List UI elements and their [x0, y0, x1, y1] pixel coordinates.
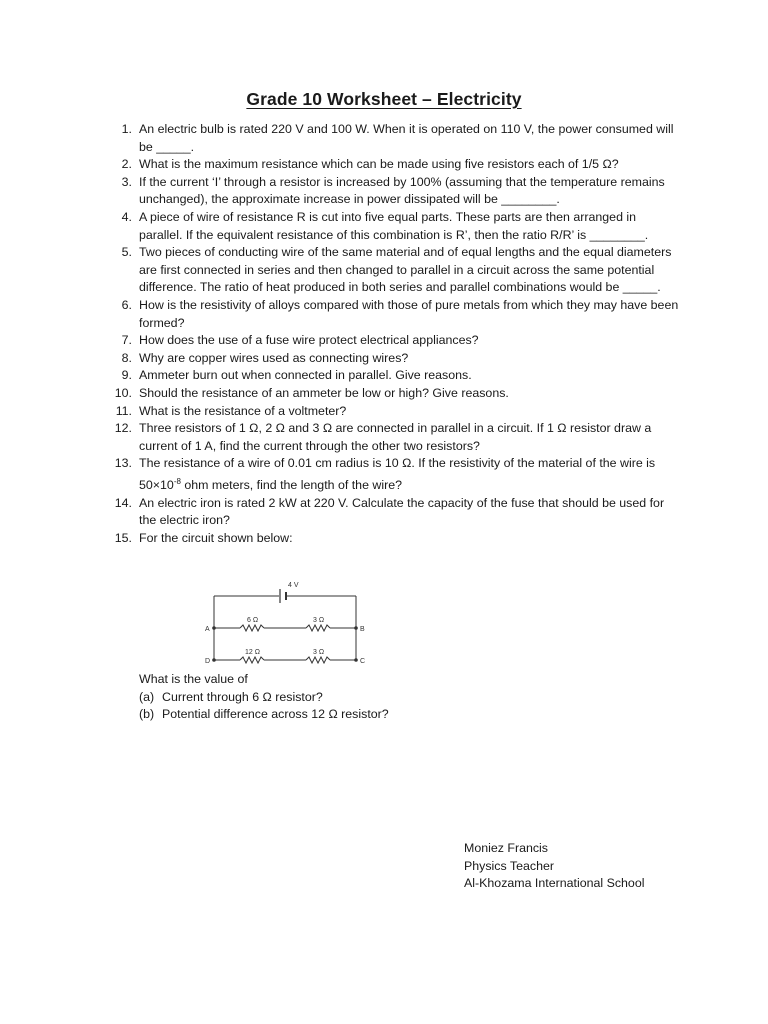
question-9 — [110, 367, 680, 385]
question-text: Should the resistance of an ammeter be low or high? Give reasons. — [139, 385, 509, 400]
question-number: 12. — [114, 421, 132, 436]
question-10 — [110, 385, 680, 403]
resistor-3-ohm-bottom — [306, 657, 330, 663]
question-number: 13. — [114, 456, 132, 471]
node-d-label: D — [205, 658, 211, 665]
question-15 — [110, 530, 680, 548]
page-title: Grade 10 Worksheet – Electricity — [246, 89, 522, 109]
question-text: An electric bulb is rated 220 V and 100 W. When it is operated on 110 V, the power consumed will be _____. — [139, 122, 674, 154]
question-text: If the current ‘I’ through a resistor is increased by 100% (assuming that the temperature remains unchanged), the approximate increase in power dissipated will be ________. — [139, 174, 665, 207]
question-text: An electric iron is rated 2 kW at 220 V. Calculate the capacity of the fuse that should be used for the electric iron? — [139, 495, 665, 528]
question-text: How does the use of a fuse wire protect electrical appliances? — [139, 333, 479, 348]
question-2 — [110, 156, 680, 174]
label-3-ohm-top: 3 Ω — [313, 617, 325, 624]
label-12-ohm: 12 Ω — [245, 649, 260, 656]
part-text: Potential difference across 12 Ω resistor? — [162, 707, 389, 722]
question-number: 2. — [121, 157, 132, 172]
label-3-ohm-bottom: 3 Ω — [313, 649, 325, 656]
question-number: 4. — [121, 209, 132, 224]
question-3 — [110, 174, 680, 209]
resistor-12-ohm — [240, 657, 264, 663]
battery-label: 4 V — [288, 582, 299, 589]
followup-part-b — [139, 706, 389, 724]
question-number: 6. — [121, 297, 132, 312]
exponent: -8 — [173, 476, 181, 486]
question-text: Ammeter burn out when connected in parallel. Give reasons. — [139, 368, 472, 383]
question-text: Why are copper wires used as connecting wires? — [139, 350, 409, 365]
teacher-name: Moniez Francis — [464, 841, 549, 855]
circuit-diagram — [196, 576, 376, 668]
question-text: How is the resistivity of alloys compared with those of pure metals from which they may have been formed? — [139, 297, 679, 330]
question-6 — [110, 297, 680, 332]
question-number: 7. — [121, 333, 132, 348]
resistor-6-ohm — [240, 625, 264, 631]
question-number: 1. — [121, 122, 132, 136]
followup-prompt: What is the value of — [139, 672, 248, 686]
followup-part-a — [139, 689, 389, 707]
resistor-3-ohm-top — [306, 625, 330, 631]
question-text: For the circuit shown below: — [139, 530, 293, 545]
part-text: Current through 6 Ω resistor? — [162, 689, 323, 704]
school-name: Al-Khozama International School — [464, 876, 645, 891]
question-text-end: ohm meters, find the length of the wire? — [180, 478, 403, 492]
question-1 — [110, 121, 680, 156]
question-text: A piece of wire of resistance R is cut into five equal parts. These parts are then arranged in parallel. If the equivalent resistance of this combination is R’, then the ratio R/R’ is ________. — [139, 209, 649, 242]
question-list — [110, 121, 680, 547]
node-c-dot — [354, 658, 358, 662]
question-text: Two pieces of conducting wire of the same material and of equal lengths and the equal diameters are first connected in series and then changed to parallel in a circuit across the same potential difference. The ratio of heat produced in both series and parallel combinations would be _____. — [139, 245, 672, 295]
battery-icon — [280, 589, 286, 603]
question-number: 9. — [121, 368, 132, 383]
question-8 — [110, 350, 680, 368]
node-a-label: A — [205, 626, 210, 633]
question-number: 10. — [114, 385, 132, 400]
question-text: Three resistors of 1 Ω, 2 Ω and 3 Ω are connected in parallel in a circuit. If 1 Ω resistor draw a current of 1 A, find the current through the other two resistors? — [139, 421, 652, 453]
question-number: 14. — [114, 495, 132, 510]
question-12 — [110, 420, 680, 455]
question-14 — [110, 495, 680, 530]
signature-block — [464, 840, 644, 893]
question-13 — [110, 455, 680, 494]
node-b-dot — [354, 626, 358, 630]
question-7 — [110, 332, 680, 350]
node-c-label: C — [360, 658, 366, 665]
part-label: (b) — [139, 707, 155, 722]
question-5 — [110, 244, 680, 297]
question-number: 8. — [121, 350, 132, 365]
question-text: What is the maximum resistance which can be made using five resistors each of 1/5 Ω? — [139, 157, 619, 172]
teacher-role: Physics Teacher — [464, 858, 554, 873]
label-6-ohm: 6 Ω — [247, 617, 259, 624]
part-label: (a) — [139, 689, 155, 704]
question-number: 15. — [114, 530, 132, 545]
question-number: 5. — [121, 245, 132, 260]
question-4 — [110, 209, 680, 244]
followup-questions — [139, 671, 389, 724]
node-b-label: B — [360, 626, 365, 633]
node-a-dot — [212, 626, 216, 630]
question-11 — [110, 403, 680, 421]
question-text: The resistance of a wire of 0.01 cm radius is 10 Ω. If the resistivity of the material of the wire is 50×10 — [139, 456, 656, 492]
node-d-dot — [212, 658, 216, 662]
question-text: What is the resistance of a voltmeter? — [139, 403, 347, 418]
question-number: 3. — [121, 174, 132, 189]
question-number: 11. — [115, 403, 132, 418]
